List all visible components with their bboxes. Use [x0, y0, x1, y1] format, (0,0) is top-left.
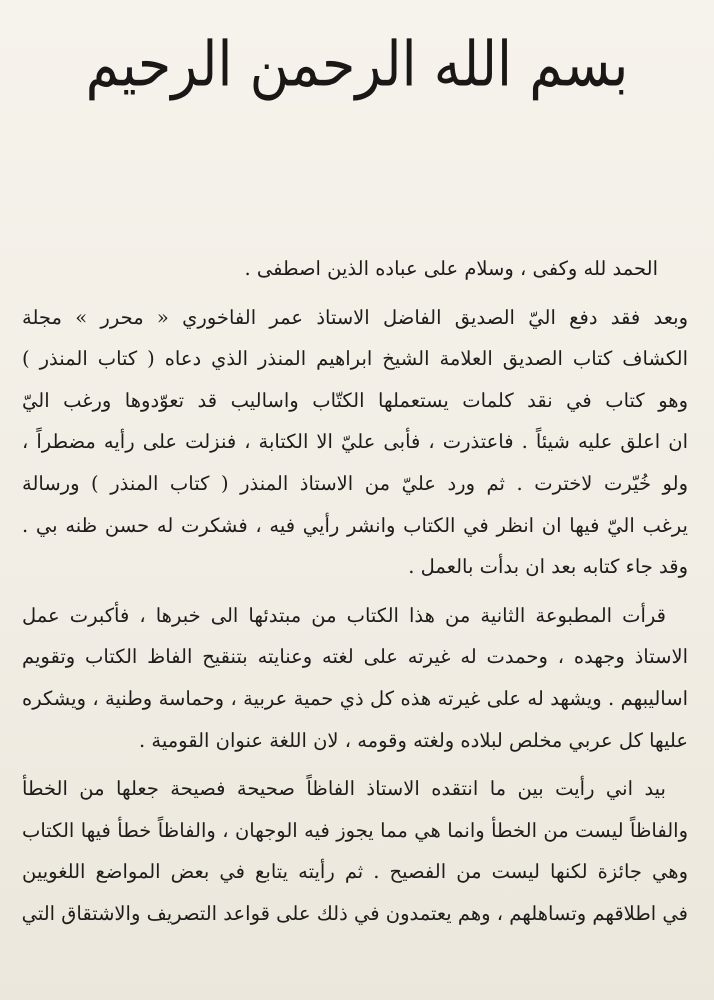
paragraph-critique: [22, 768, 688, 934]
paragraph-praise: [22, 595, 688, 761]
paragraph-gap: [22, 588, 688, 595]
text-line: وهي جائزة لكنها ليست من الفصيح . ثم رأيته يتابع في بعض المواضع اللغويين: [22, 860, 688, 884]
text-line: بيد اني رأيت بين ما انتقده الاستاذ الفاظاً صحيحة فصيحة جعلها من الخطأ: [22, 777, 666, 801]
paragraph-opening: [22, 248, 688, 290]
text-line: عليها كل عربي مخلص لبلاده ولغته وقومه ، لان اللغة عنوان القومية .: [139, 728, 688, 752]
paragraph-gap: [22, 290, 688, 297]
basmala-calligraphy: [0, 10, 714, 130]
text-line: يرغب اليّ فيها ان انظر في الكتاب وانشر رأيي فيه ، فشكرت له حسن ظنه بي .: [22, 513, 688, 537]
text-line: في اطلاقهم وتساهلهم ، وهم يعتمدون في ذلك على قواعد التصريف والاشتقاق التي: [22, 901, 688, 925]
text-line: قرأت المطبوعة الثانية من هذا الكتاب من مبتدئها الى خبرها ، فأكبرت عمل: [22, 603, 666, 627]
paragraph-introduction: [22, 297, 688, 588]
text-line: وهو كتاب في نقد كلمات يستعملها الكتّاب واساليب قد تعوّدوها ورغب اليّ: [22, 388, 688, 412]
page-body: [22, 248, 688, 935]
text-line: ولو خُيّرت لاخترت . ثم ورد عليّ من الاستاذ المنذر ( كتاب المنذر ) ورسالة: [22, 471, 688, 495]
basmala-text: بسم الله الرحمن الرحيم: [85, 28, 629, 101]
text-line: اساليبهم . ويشهد له على غيرته هذه كل ذي حمية عربية ، وحماسة وطنية ، ويشكره: [22, 686, 688, 710]
paragraph-gap: [22, 761, 688, 768]
text-line: وقد جاء كتابه بعد ان بدأت بالعمل .: [408, 555, 688, 579]
text-line: الحمد لله وكفى ، وسلام على عباده الذين اصطفى .: [244, 257, 658, 280]
text-line: وبعد فقد دفع اليّ الصديق الفاضل الاستاذ عمر الفاخوري « محرر » مجلة: [22, 305, 688, 329]
text-line: ان اعلق عليه شيئاً . فاعتذرت ، فأبى عليّ الا الكتابة ، فنزلت على رأيه مضطراً ،: [22, 430, 688, 454]
text-line: الاستاذ وجهده ، وحمدت له غيرته على لغته وعنايته بتنقيح الفاظ الكتاب وتقويم: [22, 645, 688, 669]
text-line: والفاظاً ليست من الخطأ وانما هي مما يجوز فيه الوجهان ، والفاظاً خطأ فيها الكتاب: [22, 818, 688, 842]
text-line: الكشاف كتاب الصديق العلامة الشيخ ابراهيم المنذر الذي دعاه ( كتاب المنذر ): [22, 347, 688, 371]
